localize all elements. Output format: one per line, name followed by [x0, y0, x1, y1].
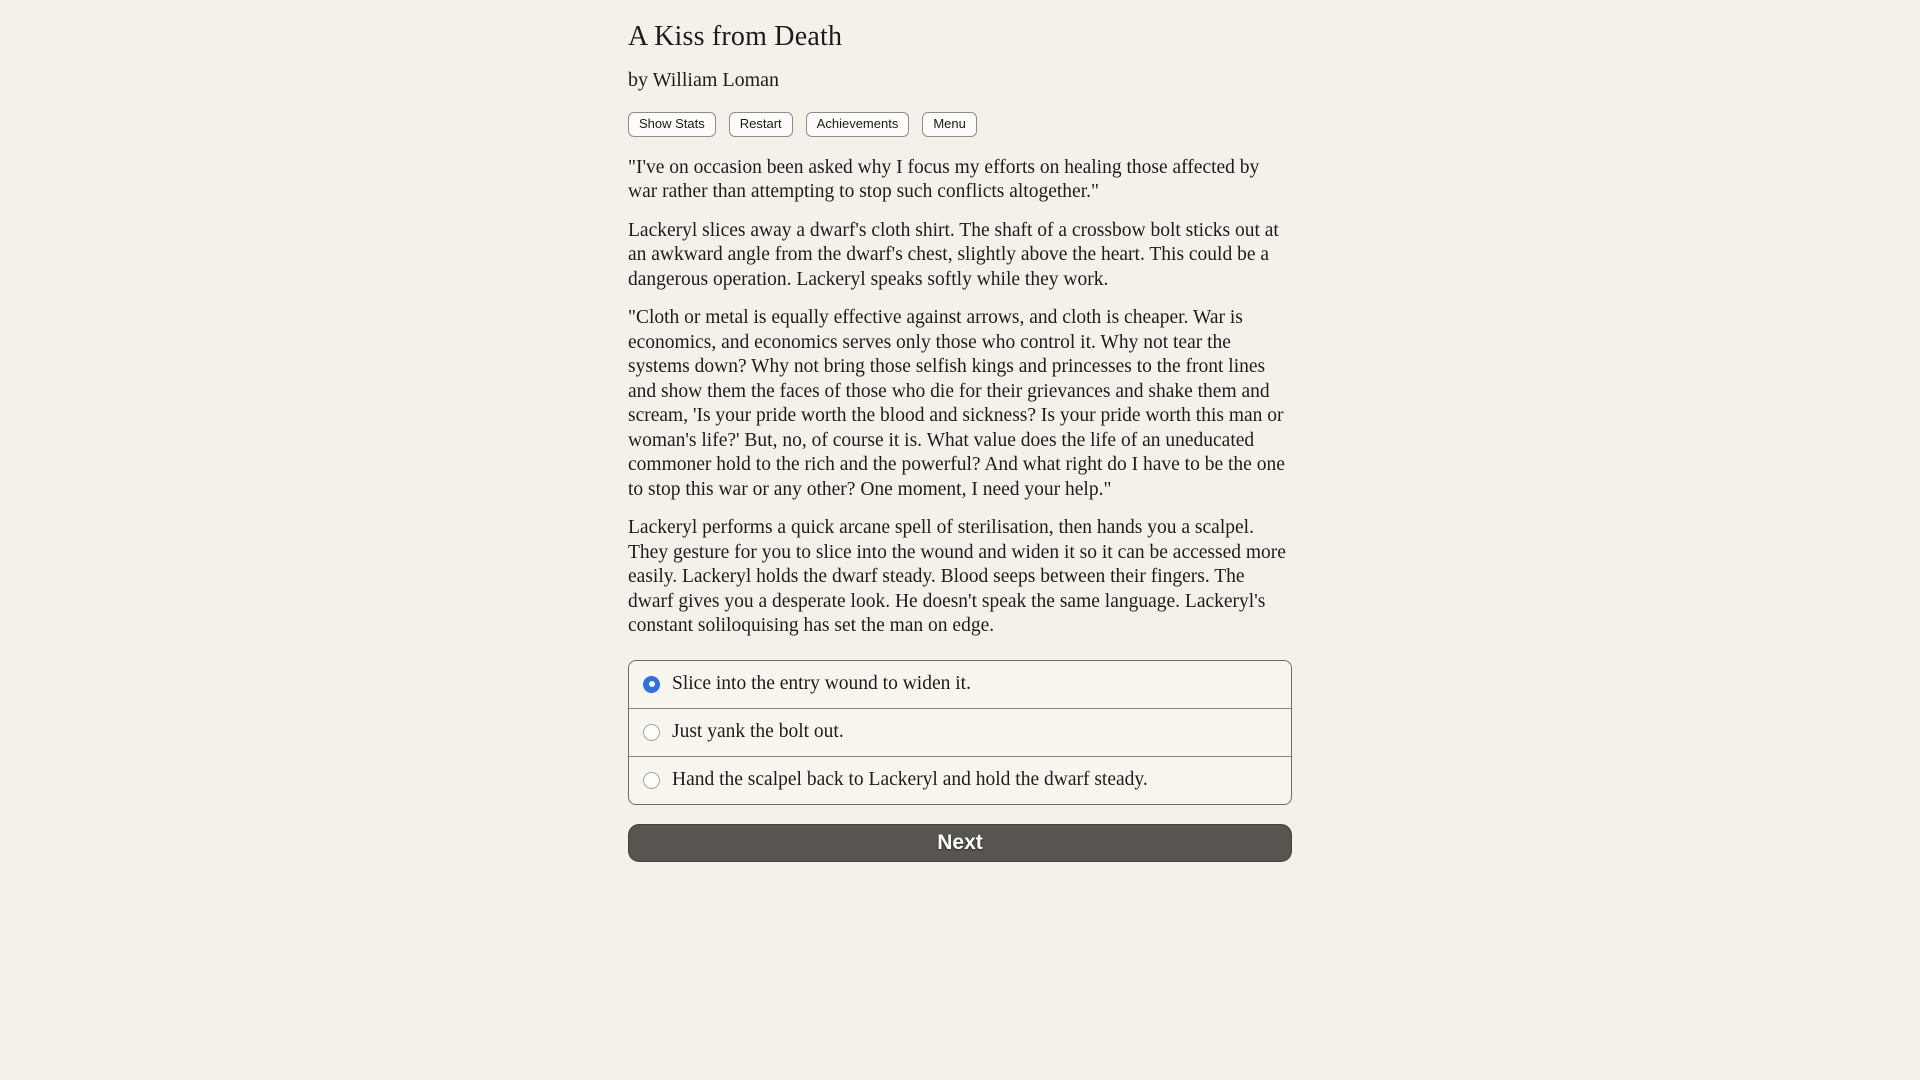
- show-stats-button[interactable]: Show Stats: [628, 112, 716, 137]
- choice-group: [628, 660, 1292, 805]
- game-page: [628, 0, 1292, 862]
- choice-option-label: Slice into the entry wound to widen it.: [672, 673, 971, 695]
- menu-button[interactable]: Menu: [922, 112, 977, 137]
- restart-button[interactable]: Restart: [729, 112, 793, 137]
- page-title: A Kiss from Death: [628, 21, 843, 52]
- radio-button-icon[interactable]: [643, 772, 660, 789]
- story-text: [628, 156, 1292, 639]
- choice-option-1[interactable]: [629, 661, 1291, 708]
- radio-button-icon[interactable]: [643, 676, 660, 693]
- story-paragraph: Lackeryl performs a quick arcane spell of sterilisation, then hands you a scalpel. They gesture for you to slice into the wound and widen it so it can be accessed more easily. Lackeryl holds the dwarf steady. Blood seeps between their fingers. The dwarf gives you a desperate look. He doesn't speak the same language. Lackeryl's constant soliloquising has set the man on edge.: [628, 517, 1286, 637]
- choice-option-3[interactable]: [629, 756, 1291, 804]
- story-paragraph: Lackeryl slices away a dwarf's cloth shirt. The shaft of a crossbow bolt sticks out at an awkward angle from the dwarf's chest, slightly above the heart. This could be a dangerous operation. Lackeryl speaks softly while they work.: [628, 219, 1279, 290]
- choice-option-label: Just yank the bolt out.: [672, 721, 844, 743]
- radio-button-icon[interactable]: [643, 724, 660, 741]
- next-button[interactable]: Next: [628, 824, 1292, 862]
- story-paragraph: "Cloth or metal is equally effective against arrows, and cloth is cheaper. War is economics, and economics serves only those who control it. Why not tear the systems down? Why not bring those selfish kings and princesses to the front lines and show them the faces of those who die for their grievances and shake them and scream, 'Is your pride worth the blood and sickness? Is your pride worth this man or woman's life?' But, no, of course it is. What value does the life of an uneducated commoner hold to the rich and the powerful? And what right do I have to be the one to stop this war or any other? One moment, I need your help.": [628, 307, 1285, 500]
- achievements-button[interactable]: Achievements: [806, 112, 910, 137]
- toolbar: [628, 112, 1292, 137]
- author-line: by William Loman: [628, 69, 780, 91]
- choice-option-2[interactable]: [629, 708, 1291, 756]
- story-paragraph: "I've on occasion been asked why I focus my efforts on healing those affected by war rather than attempting to stop such conflicts altogether.": [628, 156, 1260, 203]
- choice-option-label: Hand the scalpel back to Lackeryl and hold the dwarf steady.: [672, 769, 1148, 791]
